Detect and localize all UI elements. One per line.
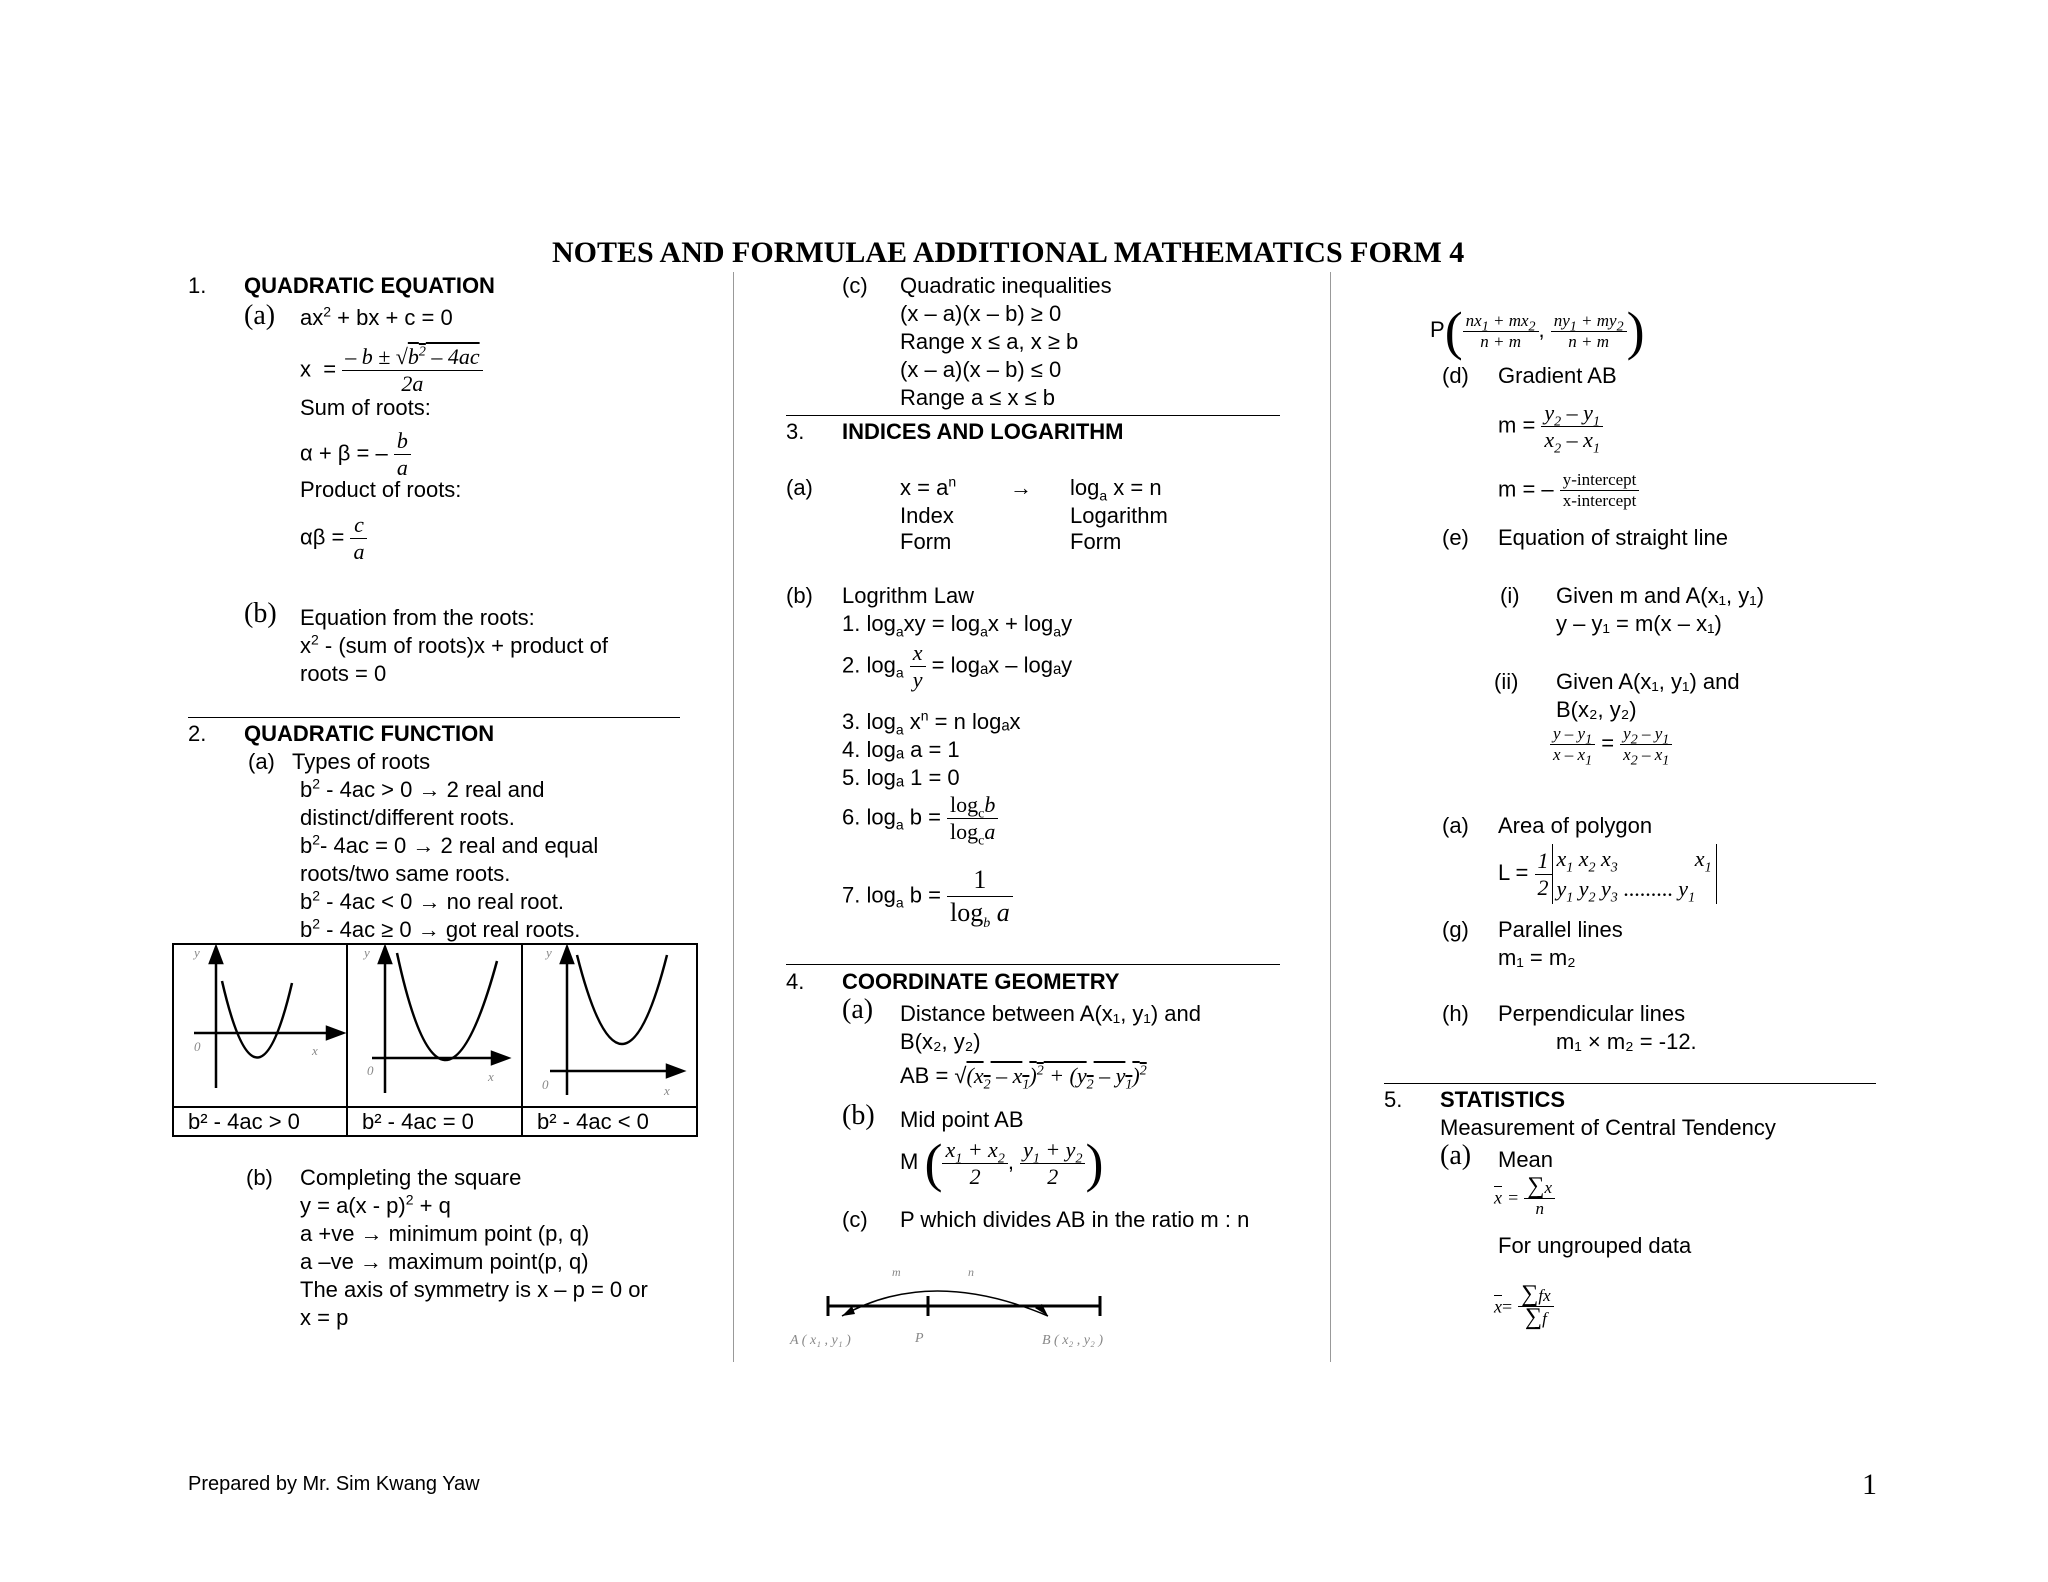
axis-of-symmetry-eq: x = p: [300, 1305, 349, 1330]
item-label: (b): [244, 598, 277, 629]
product-of-roots-formula: αβ = $\frac{c}{a}$: [300, 512, 367, 565]
item-label: (a): [786, 475, 813, 500]
sum-of-roots-label: Sum of roots:: [300, 395, 431, 420]
ungrouped-data-label: For ungrouped data: [1498, 1233, 1692, 1258]
index-form-label: Form: [900, 529, 952, 554]
types-of-roots-label: Types of roots: [292, 749, 431, 774]
section-divider: [188, 717, 680, 718]
two-point-formula: $\frac{y - y_1}{x - x_1}$ = $\frac{y_2 - y_1}{x_2 - x_1}$: [1550, 724, 1672, 765]
item-label: (d): [1442, 363, 1469, 388]
gradient-label: Gradient AB: [1498, 363, 1617, 388]
root-case-2b: roots/two same roots.: [300, 861, 511, 886]
item-label: (a): [244, 300, 276, 331]
log-form-label: Form: [1070, 529, 1122, 554]
mean-grouped-formula: $\overline{x}=$ $\frac{\sum fx}{\sum f}$: [1494, 1284, 1554, 1329]
central-tendency-label: Measurement of Central Tendency: [1440, 1115, 1776, 1140]
svg-text:0: 0: [367, 1063, 374, 1078]
graph-caption-2: b² - 4ac = 0: [362, 1109, 474, 1134]
area-polygon-formula: L = $\frac{1}{2}$ $x_1$ $x_2$ $x_3$ $x_1$ $y_1$ $y_2$ $y_3$ ......... $y_1$: [1498, 844, 1717, 904]
log-law-6: 6. $\log_a b$ = $\frac{\log_cb}{\log_ca}$: [842, 792, 998, 845]
inequality-2: (x – a)(x – b) ≤ 0: [900, 357, 1062, 382]
item-label: (b): [842, 1100, 875, 1131]
svg-text:y: y: [364, 945, 370, 960]
inequality-2-range: Range a ≤ x ≤ b: [900, 385, 1056, 410]
log-law-2: 2. $\log_a$ $\frac{x}{y}$ = logₐx – logₐy: [842, 640, 1073, 692]
equation-from-roots-line2: roots = 0: [300, 661, 387, 686]
equation-from-roots-label: Equation from the roots:: [300, 605, 535, 630]
log-law-1: 1. $\log_axy = \log_ax + \log_ay$: [842, 611, 1073, 640]
root-case-2a: $b^2-$ 4ac = 0 → 2 real and equal: [300, 831, 599, 858]
svg-text:x: x: [664, 1083, 670, 1098]
axis-of-symmetry-note: The axis of symmetry is x – p = 0 or: [300, 1277, 648, 1302]
log-law-5: 5. logₐ 1 = 0: [842, 765, 960, 790]
section-number: 5.: [1384, 1087, 1403, 1112]
item-label: (b): [786, 583, 813, 608]
svg-text:m: m: [892, 1265, 901, 1279]
parallel-lines-label: Parallel lines: [1498, 917, 1623, 942]
column-divider: [1330, 272, 1331, 1362]
item-label: (b): [246, 1165, 273, 1190]
distance-label-2: B(x₂, y₂): [900, 1029, 981, 1054]
item-label: (g): [1442, 917, 1469, 942]
mean-label: Mean: [1498, 1147, 1554, 1172]
section-heading-statistics: STATISTICS: [1440, 1087, 1566, 1112]
section-divider: [786, 964, 1280, 965]
item-label: (c): [842, 273, 868, 298]
graph-no-root: [550, 947, 683, 1095]
svg-text:P: P: [915, 1331, 924, 1346]
perpendicular-lines-eq: m₁ × m₂ = -12.: [1556, 1029, 1697, 1054]
section-number: 2.: [188, 721, 207, 746]
section-number: 4.: [786, 969, 805, 994]
straight-line-case-ii-1: Given A(x₁, y₁) and: [1556, 669, 1740, 694]
svg-text:x: x: [488, 1069, 494, 1084]
svg-text:y: y: [546, 945, 552, 960]
item-label: (a): [248, 749, 275, 774]
root-case-3: $b^2 - 4ac < 0$ → no real root.: [300, 887, 565, 914]
logarithm-label: Logarithm: [1070, 503, 1168, 528]
area-polygon-label: Area of polygon: [1498, 813, 1653, 838]
item-label: (c): [842, 1207, 868, 1232]
minimum-point-note: a +ve → minimum point (p, q): [300, 1221, 590, 1246]
quadratic-equation-formula: $ax^2$ + bx + c = 0: [300, 303, 453, 330]
log-form-eq: $\log_a x = n$: [1070, 475, 1162, 504]
index-form-eq: $x = a^n$: [900, 473, 957, 500]
straight-line-case-ii-2: B(x₂, y₂): [1556, 697, 1637, 722]
root-case-1b: distinct/different roots.: [300, 805, 515, 830]
graph-two-roots: [194, 947, 343, 1088]
item-label: (a): [1440, 1140, 1472, 1171]
svg-text:x: x: [312, 1043, 318, 1058]
log-law-4: 4. logₐ a = 1: [842, 737, 960, 762]
maximum-point-note: a –ve → maximum point(p, q): [300, 1249, 589, 1274]
ratio-division-label: P which divides AB in the ratio m : n: [900, 1207, 1250, 1232]
inequality-1-range: Range x ≤ a, x ≥ b: [900, 329, 1079, 354]
root-case-4: $b^2 - 4ac \ge 0$ → got real roots.: [300, 915, 581, 942]
section-divider: [786, 415, 1280, 416]
straight-line-label: Equation of straight line: [1498, 525, 1728, 550]
item-label: (a): [842, 994, 874, 1025]
straight-line-case-i-2: y – y₁ = m(x – x₁): [1556, 611, 1722, 636]
index-label: Index: [900, 503, 954, 528]
svg-text:0: 0: [194, 1039, 201, 1054]
svg-text:y: y: [194, 945, 200, 960]
footer-prepared-by: Prepared by Mr. Sim Kwang Yaw: [188, 1473, 480, 1495]
inequality-1: (x – a)(x – b) ≥ 0: [900, 301, 1062, 326]
completing-square-formula: y = a(x - p)$^2$ + q: [300, 1191, 451, 1218]
midpoint-label: Mid point AB: [900, 1107, 1024, 1132]
sum-of-roots-formula: α + β = – $\frac{b}{a}$: [300, 428, 411, 481]
section-heading-quadratic-equation: QUADRATIC EQUATION: [244, 273, 495, 298]
log-law-heading: Logrithm Law: [842, 583, 975, 608]
straight-line-case-i-1: Given m and A(x₁, y₁): [1556, 583, 1765, 608]
completing-square-label: Completing the square: [300, 1165, 522, 1190]
svg-text:B ( x₂ , y₂ ): B ( x₂ , y₂ ): [1042, 1333, 1104, 1348]
svg-text:0: 0: [542, 1077, 549, 1092]
root-case-1a: $b^2 - 4ac > 0 \to 2$ real and: [300, 775, 545, 802]
parallel-lines-eq: m₁ = m₂: [1498, 945, 1576, 970]
ratio-division-diagram: [780, 1256, 1120, 1356]
section-number: 1.: [188, 273, 207, 298]
arrow-icon: →: [1010, 475, 1032, 500]
svg-text:A ( x₁ , y₁ ): A ( x₁ , y₁ ): [790, 1333, 851, 1348]
equation-from-roots-line1: $x^2 - (sum$ of roots)x + product of: [300, 631, 608, 658]
item-label: (a): [1442, 813, 1469, 838]
item-label: (e): [1442, 525, 1469, 550]
graph-caption-1: b² - 4ac > 0: [188, 1109, 300, 1134]
page-number: 1: [1862, 1468, 1877, 1501]
item-label: (h): [1442, 1001, 1469, 1026]
section-heading-coordinate-geometry: COORDINATE GEOMETRY: [842, 969, 1120, 994]
quadratic-inequalities-heading: Quadratic inequalities: [900, 273, 1112, 298]
section-formula: P( $\frac{nx_1 + mx_2}{n + m}$ , $\frac{ny_1 + my_2}{n + m}$ ): [1430, 301, 1645, 361]
column-divider: [733, 272, 734, 1362]
mean-ungrouped-formula: $\overline{x}$ = $\frac{\sum x}{n}$: [1494, 1176, 1555, 1219]
page-title: NOTES AND FORMULAE ADDITIONAL MATHEMATICS FORM 4: [552, 236, 1465, 269]
item-label: (i): [1500, 583, 1520, 608]
section-number: 3.: [786, 419, 805, 444]
distance-label-1: Distance between A(x₁, y₁) and: [900, 1001, 1201, 1026]
gradient-formula-2: m = – $\frac{\text{y-intercept}}{\text{x-intercept}}$: [1498, 470, 1639, 511]
quadratic-root-formula: x = $\frac{- b \pm √b^2 - 4ac}{2a}$: [300, 344, 483, 397]
gradient-formula-1: m = $\frac{y_2 - y_1}{x_2 - x_1}$: [1498, 400, 1603, 453]
svg-text:n: n: [968, 1265, 974, 1279]
section-heading-quadratic-function: QUADRATIC FUNCTION: [244, 721, 495, 746]
section-heading-indices-logarithm: INDICES AND LOGARITHM: [842, 419, 1124, 444]
section-divider: [1384, 1083, 1876, 1084]
log-law-7: 7. $\log_a b$ = $\frac{1}{\log_b a}$: [842, 864, 1013, 929]
item-label: (ii): [1494, 669, 1519, 694]
midpoint-formula: M ( $\frac{x_1 + x_2}{2}$ , $\frac{y_1 + y_2}{2}$ ): [900, 1133, 1104, 1193]
perpendicular-lines-label: Perpendicular lines: [1498, 1001, 1686, 1026]
distance-formula: AB = $√(x_2 - x_1)^2 + (y_2 - y_1)^2$: [900, 1063, 1147, 1093]
graph-caption-3: b² - 4ac < 0: [537, 1109, 649, 1134]
log-law-3: 3. $\log_a x^n = n$ logₐx: [842, 707, 1021, 738]
product-of-roots-label: Product of roots:: [300, 477, 462, 502]
